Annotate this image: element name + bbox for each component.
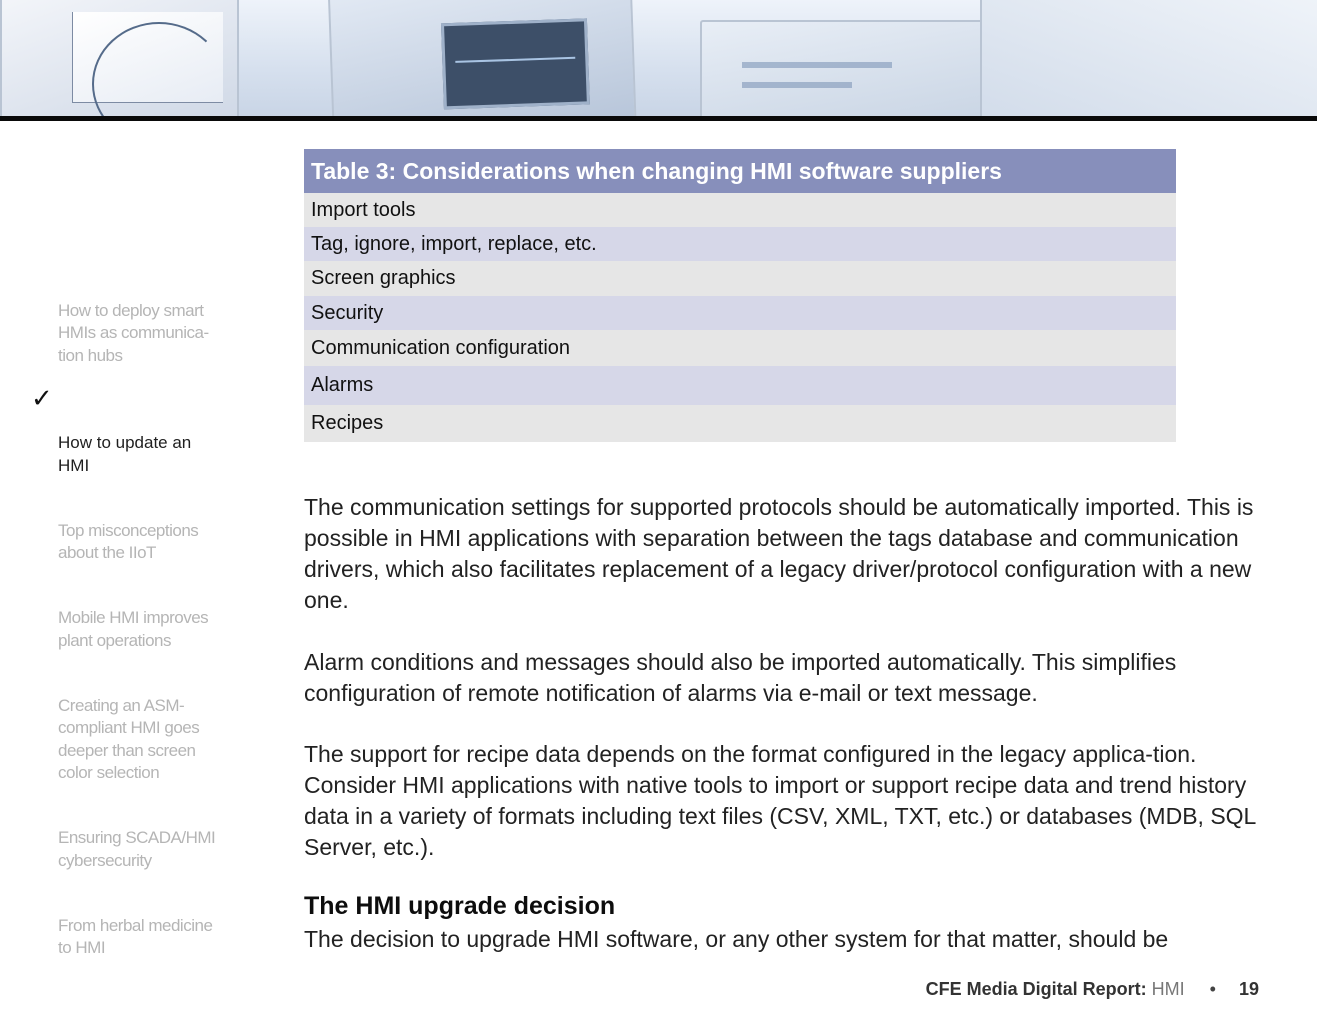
sidebar-item-scada-cybersecurity[interactable] — [58, 805, 238, 873]
table-row: Tag, ignore, import, replace, etc. — [304, 227, 1176, 261]
header-banner-image — [0, 0, 1317, 116]
sidebar-item-label: Top misconceptions about the IIoT — [58, 520, 199, 562]
sidebar-item-label: Creating an ASM- compliant HMI goes deeper than screen color selection — [58, 695, 200, 782]
banner-screen-hmi — [328, 0, 637, 116]
footer-bullet: • — [1209, 979, 1216, 999]
header-rule — [0, 116, 1317, 121]
body-paragraph-communication: The communication settings for supported protocols should be automatically imported. This is possible in HMI applications with separation between the tags database and communication drivers, which also facilitates replacement of a legacy driver/protocol configuration with a new one. — [304, 494, 1254, 613]
sidebar-item-label: From herbal medicine to HMI — [58, 915, 213, 957]
body-paragraph-alarms: Alarm conditions and messages should also be imported automatically. This simplifies configuration of remote notification of alarms via e-mail or text message. — [304, 649, 1177, 706]
banner-toolbar-strip — [742, 82, 852, 88]
sidebar-article-nav — [31, 277, 238, 980]
sidebar-item-herbal-medicine[interactable] — [58, 892, 238, 960]
sidebar-item-deploy-smart-hmis[interactable] — [58, 277, 238, 367]
sidebar-item-label: Mobile HMI improves plant operations — [58, 608, 209, 650]
sidebar-item-asm-compliant-hmi[interactable] — [58, 672, 238, 785]
banner-screen-right — [980, 0, 1317, 116]
sidebar-item-mobile-hmi[interactable] — [58, 585, 238, 653]
table-row: Screen graphics — [304, 261, 1176, 296]
banner-toolbar-strip — [742, 62, 892, 68]
table-row: Recipes — [304, 405, 1176, 442]
banner-screen-graph — [0, 0, 239, 116]
body-paragraph-recipes: The support for recipe data depends on the format configured in the legacy applica-tion. Consider HMI applications with native tools to import or support recipe data and trend history data in a variety of formats including text files (CSV, XML, TXT, etc.) or databases (MDB, SQL Server, etc.). — [304, 741, 1256, 860]
sidebar-item-iiot-misconceptions[interactable] — [58, 497, 238, 565]
section-heading: The HMI upgrade decision — [304, 892, 616, 920]
footer-topic: HMI — [1151, 979, 1185, 999]
sidebar-item-update-hmi[interactable] — [31, 383, 238, 477]
table-row: Communication configuration — [304, 330, 1176, 366]
sidebar-item-label: How to update an HMI — [58, 433, 192, 475]
page-number: 19 — [1238, 979, 1259, 999]
table-title: Table 3: Considerations when changing HMI software suppliers — [304, 149, 1176, 193]
footer-brand: CFE Media Digital Report: — [925, 979, 1147, 999]
page-footer — [926, 979, 1259, 1000]
sidebar-item-label: How to deploy smart HMIs as communica- tion hubs — [58, 300, 209, 365]
banner-trend-window — [441, 18, 590, 109]
considerations-table — [304, 149, 1176, 442]
table-row: Import tools — [304, 193, 1176, 227]
sidebar-item-label: Ensuring SCADA/HMI cybersecurity — [58, 828, 216, 870]
checkmark-icon: ✓ — [31, 383, 53, 413]
banner-trend-trace — [455, 57, 575, 63]
table-row: Security — [304, 296, 1176, 330]
table-row: Alarms — [304, 366, 1176, 405]
body-paragraph-upgrade: The decision to upgrade HMI software, or any other system for that matter, should be — [304, 926, 1169, 952]
